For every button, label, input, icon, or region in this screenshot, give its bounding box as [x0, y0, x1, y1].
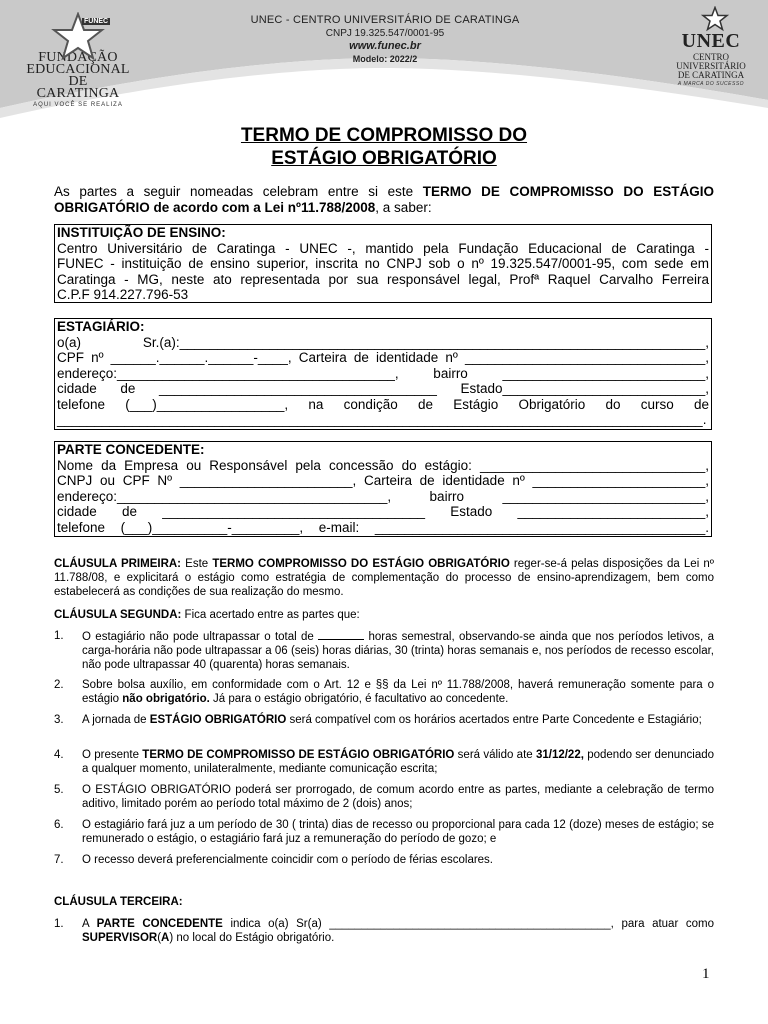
- institution-line: FUNEC - instituição de ensino superior, inscrita no CNPJ sob o nº 19.325.547/0001-95, com sede em: [57, 256, 709, 271]
- intern-course-field[interactable]: ______________________________________________________________________________________.: [57, 412, 707, 427]
- item-text: O ESTÁGIO OBRIGATÓRIO poderá ser prorrogado, de comum acordo entre as partes, mediante a celebração de termo aditivo, limitado porém ao período total máximo de 2 (dois) anos;: [82, 784, 714, 811]
- clause-bold: TERMO COMPROMISSO DO ESTÁGIO OBRIGATÓRIO: [212, 558, 510, 570]
- item-text: ) no local do Estágio obrigatório.: [169, 932, 335, 945]
- item-text: será compatível com os horários acertados entre Parte Concedente e Estagiário;: [286, 714, 702, 726]
- intro-paragraph: [54, 184, 714, 216]
- grantor-city-field[interactable]: cidade de ___________________________________ Estado _________________________,: [57, 504, 709, 519]
- item-text: podendo ser denunciado a qualquer momento, unilateralmente, mediante comunicação escrita;: [82, 749, 715, 776]
- grantor-cnpj-field[interactable]: CNPJ ou CPF Nº _______________________, Carteira de identidade nº _______________________,: [57, 473, 709, 488]
- intern-heading: ESTAGIÁRIO:: [57, 319, 145, 334]
- logo-line: CENTRO: [693, 52, 729, 62]
- logo-line: UNIVERSITÁRIO: [676, 61, 746, 71]
- logo-tagline: A MARCA DO SUCESSO: [677, 81, 745, 87]
- list-item: [54, 678, 714, 708]
- logo-line: EDUCACIONAL DE: [26, 62, 130, 89]
- clause-text: Este: [181, 558, 213, 570]
- header-model: Modelo: 2022/2: [352, 54, 418, 64]
- item-number: 6.: [54, 819, 64, 831]
- item-text: O estagiário fará juz a um período de 30 ( trinta) dias de recesso ou proporcional para cada 12 (doze) meses de estágio; se remunerado o estágio, o estagiário fará juz a remuneração do período de gozo; e: [82, 819, 714, 846]
- intern-address-field[interactable]: endereço:_____________________________________, bairro ___________________________,: [57, 365, 709, 381]
- item-bold: 31/12/22,: [535, 749, 584, 761]
- item-text: O estagiário não pode ultrapassar o total de: [82, 631, 319, 643]
- intern-city-field[interactable]: cidade de _____________________________________ Estado___________________________,: [57, 381, 709, 396]
- supervisor-field[interactable]: indica o(a) Sr(a) ____________________________________________, para atuar como: [222, 918, 714, 930]
- item-bold: TERMO DE COMPROMISSO DE ESTÁGIO OBRIGATÓRIO: [142, 749, 455, 761]
- institution-line: Centro Universitário de Caratinga - UNEC -, mantido pela Fundação Educacional de Caratinga -: [57, 240, 709, 256]
- clause-text: Fica acertado entre as partes que:: [181, 609, 360, 621]
- logo-line: DE CARATINGA: [677, 70, 745, 80]
- item-text: O recesso deverá preferencialmente coincidir com o período de férias escolares.: [82, 854, 494, 866]
- page-number: 1: [702, 966, 710, 982]
- document-title-line-1: TERMO DE COMPROMISSO DO: [240, 125, 528, 146]
- clause-text: reger-se-á pelas disposições da Lei nº 11.788/08, e explicitará o estágio como estratégia de complementação do processo de ensino-aprendizagem, bem como estabelecerá as condições de sua realização do mesmo.: [54, 558, 714, 599]
- list-item: [54, 629, 714, 673]
- clause-second: [54, 608, 714, 622]
- list-item: [54, 853, 714, 869]
- institution-heading: INSTITUIÇÃO DE ENSINO:: [57, 225, 226, 240]
- intro-text-end: , a saber:: [375, 200, 432, 215]
- institution-box: [54, 224, 712, 303]
- item-bold: A: [161, 932, 170, 945]
- institution-line: C.P.F 914.227.796-53: [57, 287, 189, 302]
- item-bold: SUPERVISOR: [82, 932, 158, 945]
- item-number: 1.: [54, 630, 64, 642]
- list-item: [54, 783, 714, 813]
- grantor-name-field[interactable]: Nome da Empresa ou Responsável pela concessão do estágio: ______________________________,: [57, 457, 709, 473]
- item-text: será válido ate: [454, 749, 536, 761]
- item-bold: ESTÁGIO OBRIGATÓRIO: [149, 714, 287, 726]
- item-bold: PARTE CONCEDENTE: [96, 918, 223, 930]
- header-line-1: UNEC - CENTRO UNIVERSITÁRIO DE CARATINGA: [250, 14, 520, 26]
- grantor-address-field[interactable]: endereço:____________________________________, bairro ___________________________,: [57, 488, 709, 504]
- intern-cpf-field[interactable]: CPF nº ______.______.______-____, Carteira de identidade nº ________________________________,: [57, 350, 709, 365]
- clause-label: CLÁUSULA SEGUNDA:: [54, 609, 182, 621]
- item-number: 7.: [54, 854, 64, 866]
- institution-line: Caratinga - MG, neste ato representada por sua responsável legal, Profª Raquel Carvalho Ferreira: [57, 271, 709, 287]
- list-item: [54, 748, 714, 778]
- item-number: 5.: [54, 784, 64, 796]
- star-icon: [700, 6, 730, 32]
- item-text: horas semestral, observando-se ainda que nos períodos letivos, a carga-horária não pode ultrapassar a 06 (seis) horas diárias, 30 (trinta) horas semanais e, nos períodos de recesso escolar, não pode ultrapassar 40 (quarenta) horas semanais.: [82, 631, 714, 672]
- clause-label: CLÁUSULA TERCEIRA:: [54, 896, 183, 908]
- clause-label: CLÁUSULA PRIMEIRA:: [54, 558, 182, 570]
- funec-logo: [18, 8, 138, 108]
- header-website: www.funec.br: [349, 40, 421, 52]
- hours-blank[interactable]: [318, 629, 364, 640]
- list-item: [54, 713, 714, 743]
- item-text: O presente: [82, 749, 143, 761]
- unec-name: UNEC: [681, 30, 741, 52]
- list-item: [54, 818, 714, 848]
- grantor-heading: PARTE CONCEDENTE:: [57, 442, 205, 457]
- logo-line: FUNDAÇÃO: [38, 50, 118, 65]
- logo-line: CARATINGA: [36, 86, 120, 101]
- grantor-contact-field[interactable]: telefone (___)__________-_________, e-mail: ____________________________________________.: [57, 519, 709, 535]
- intern-phone-field[interactable]: telefone (___)_________________, na condição de Estágio Obrigatório do curso de: [57, 396, 709, 412]
- logo-tagline: AQUI VOCÊ SE REALIZA: [33, 102, 123, 108]
- item-bold: não obrigatório.: [122, 693, 210, 706]
- document-title-line-2: ESTÁGIO OBRIGATÓRIO: [271, 148, 497, 169]
- funec-badge: FUNEC: [84, 18, 109, 25]
- institution-header: [190, 14, 580, 66]
- intro-text: As partes a seguir nomeadas celebram entre si este: [54, 184, 423, 199]
- item-text: (: [157, 932, 162, 945]
- intro-bold: TERMO DE COMPROMISSO DO ESTÁGIO OBRIGATÓRIO de acordo com a Lei nº11.788/2008: [54, 184, 714, 215]
- clause-third: [54, 895, 714, 909]
- item-number: 1.: [54, 918, 64, 930]
- clause-first: [54, 557, 714, 600]
- item-text: A jornada de: [82, 714, 150, 726]
- grantor-box: [54, 441, 712, 537]
- item-text: Já para o estágio obrigatório, é facultativo ao concedente.: [209, 693, 509, 706]
- item-text: A: [82, 918, 97, 930]
- list-item: [54, 917, 714, 947]
- item-number: 2.: [54, 679, 64, 691]
- header-cnpj: CNPJ 19.325.547/0001-95: [325, 28, 445, 39]
- intern-box: [54, 318, 712, 430]
- item-text: Sobre bolsa auxílio, em conformidade com o Art. 12 e §§ da Lei nº 11.788/2008, haverá remuneração somente para o estágio: [82, 679, 714, 706]
- intern-name-field[interactable]: o(a) Sr.(a):______________________________________________________________________,: [57, 334, 709, 350]
- item-number: 4.: [54, 749, 64, 761]
- item-number: 3.: [54, 714, 64, 726]
- unec-logo: [666, 6, 756, 87]
